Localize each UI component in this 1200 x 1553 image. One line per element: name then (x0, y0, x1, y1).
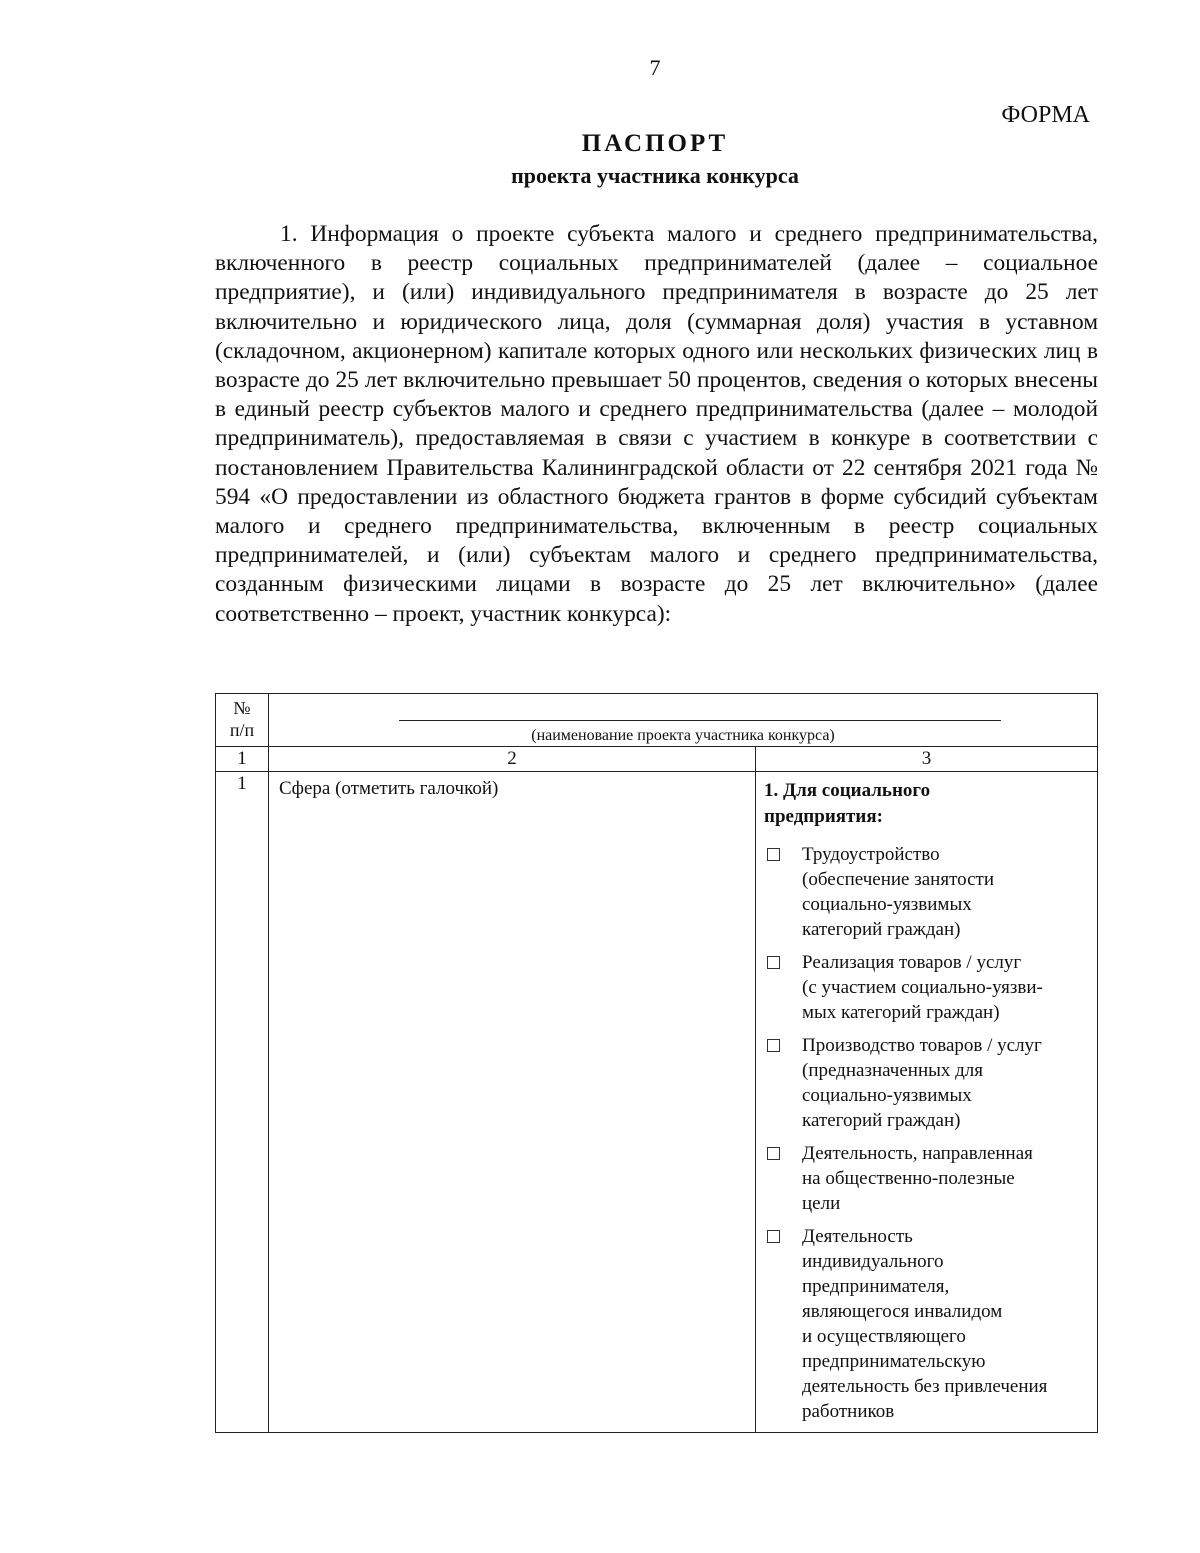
checkbox-icon[interactable] (767, 1147, 780, 1160)
table-header-row (216, 694, 1098, 747)
options-heading: 1. Для социального предприятия: (764, 780, 931, 827)
page-number: 7 (649, 55, 661, 80)
option-label: Деятельность, направленная на общественно-полезные цели (802, 1143, 1033, 1214)
checkbox-icon[interactable] (767, 1039, 780, 1052)
intro-text: 1. Информация о проекте субъекта малого и среднего предпринимательства, включенного в реестр социальных предпринимателей (далее – социальное предприятие), и (или) индивидуального предпринимателя в возрасте до 25 лет включительно и юридического лица, доля (суммарная доля) участия в уставном (складочном, акционерном) капитале которых одного или нескольких физических лиц в возрасте до 25 лет включительно превышает 50 процентов, сведения о которых внесены в единый реестр субъектов малого и среднего предпринимательства (далее – молодой предприниматель), предоставляемая в связи с участием в конкуре в соответствии с постановлением Правительства Калининградской области от 22 сентября 2021 года № 594 «О предоставлении из областного бюджета грантов в форме субсидий субъектам малого и среднего предпринимательства, включенным в реестр социальных предпринимателей, и (или) субъектам малого и среднего предпринимательства, созданным физическими лицами в возрасте до 25 лет включительно» (далее соответственно – проект, участник конкурса): (215, 221, 1098, 627)
document-title: ПАСПОРТ (581, 130, 729, 157)
checkbox-icon[interactable] (767, 956, 780, 969)
project-name-line (399, 720, 1001, 721)
column-index-2: 2 (269, 747, 756, 772)
column-index-3: 3 (756, 747, 1098, 772)
option-label: Деятельность индивидуального предпринимателя, являющегося инвалидом и осуществляющего предпринимательскую деятельность без привлечения работников (802, 1226, 1048, 1422)
checkbox-icon[interactable] (767, 1230, 780, 1243)
sphere-options (756, 772, 1098, 1433)
option-label: Трудоустройство (обеспечение занятости социально-уязвимых категорий граждан) (802, 844, 994, 940)
option-public-benefit (764, 1141, 1091, 1216)
option-label: Производство товаров / услуг (предназначенных для социально-уязвимых категорий граждан) (802, 1035, 1042, 1131)
row-number: 1 (216, 772, 269, 1433)
column-index-row (216, 747, 1098, 772)
option-label: Реализация товаров / услуг (с участием социально-уязви- мых категорий граждан) (802, 952, 1043, 1023)
option-sales (764, 950, 1091, 1025)
form-label: ФОРМА (1001, 102, 1090, 128)
intro-paragraph (215, 220, 1098, 629)
option-employment (764, 842, 1091, 942)
passport-table (215, 693, 1098, 1433)
project-name-field[interactable] (269, 694, 1098, 747)
column-index-1: 1 (216, 747, 269, 772)
checkbox-icon[interactable] (767, 848, 780, 861)
sphere-label: Сфера (отметить галочкой) (269, 772, 756, 1433)
document-subtitle: проекта участника конкурса (511, 163, 799, 188)
num-column-header: № п/п (216, 694, 269, 747)
table-row (216, 772, 1098, 1433)
option-production (764, 1033, 1091, 1133)
project-name-caption: (наименование проекта участника конкурса) (531, 727, 835, 744)
option-disabled-entrepreneur (764, 1224, 1091, 1424)
